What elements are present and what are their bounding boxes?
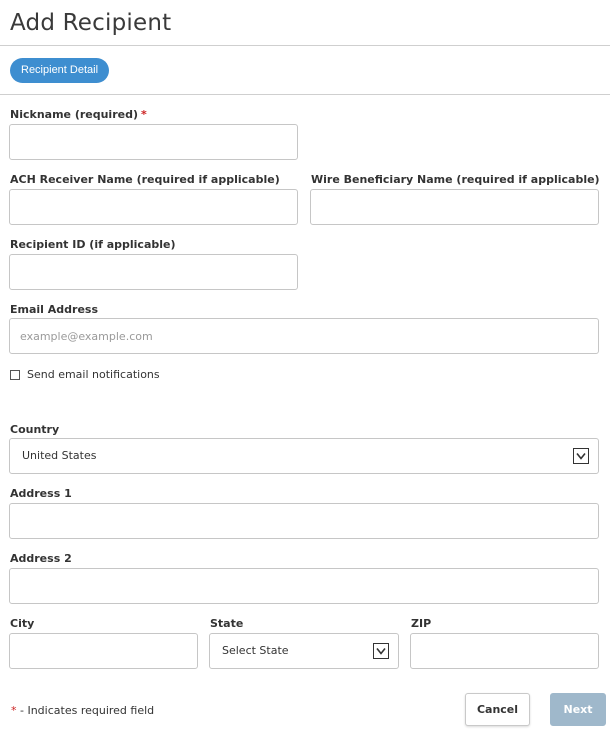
page-title: Add Recipient [10, 10, 172, 36]
email-label: Email Address [10, 303, 99, 316]
next-button[interactable]: Next [550, 693, 606, 726]
required-marker: * [141, 108, 147, 121]
cancel-button[interactable]: Cancel [465, 693, 530, 726]
recipient-id-input[interactable] [9, 254, 298, 290]
tab-divider [0, 94, 610, 95]
nickname-label-text: Nickname (required) [10, 108, 138, 121]
state-select[interactable] [209, 633, 399, 669]
required-field-note [11, 704, 154, 717]
state-select-value: Select State [222, 644, 289, 657]
required-marker: * [11, 704, 17, 717]
title-divider [0, 45, 610, 46]
country-label: Country [10, 423, 60, 436]
wire-beneficiary-name-label: Wire Beneficiary Name (required if applicable) [311, 173, 600, 186]
ach-receiver-name-input[interactable] [9, 189, 298, 225]
state-label: State [210, 617, 244, 630]
send-email-notifications-checkbox[interactable] [10, 370, 20, 380]
email-input[interactable] [9, 318, 599, 354]
country-select-value: United States [22, 449, 97, 462]
city-label: City [10, 617, 35, 630]
ach-receiver-name-label: ACH Receiver Name (required if applicable) [10, 173, 280, 186]
tab-recipient-detail[interactable]: Recipient Detail [10, 58, 109, 83]
nickname-label [10, 108, 147, 121]
address2-input[interactable] [9, 568, 599, 604]
zip-input[interactable] [410, 633, 599, 669]
city-input[interactable] [9, 633, 198, 669]
chevron-down-icon[interactable] [373, 643, 389, 659]
address1-label: Address 1 [10, 487, 72, 500]
zip-label: ZIP [411, 617, 432, 630]
required-field-note-text: - Indicates required field [16, 704, 155, 717]
country-select[interactable] [9, 438, 599, 474]
wire-beneficiary-name-input[interactable] [310, 189, 599, 225]
address1-input[interactable] [9, 503, 599, 539]
recipient-id-label: Recipient ID (if applicable) [10, 238, 176, 251]
address2-label: Address 2 [10, 552, 72, 565]
chevron-down-icon[interactable] [573, 448, 589, 464]
send-email-notifications-label: Send email notifications [27, 368, 160, 381]
nickname-input[interactable] [9, 124, 298, 160]
